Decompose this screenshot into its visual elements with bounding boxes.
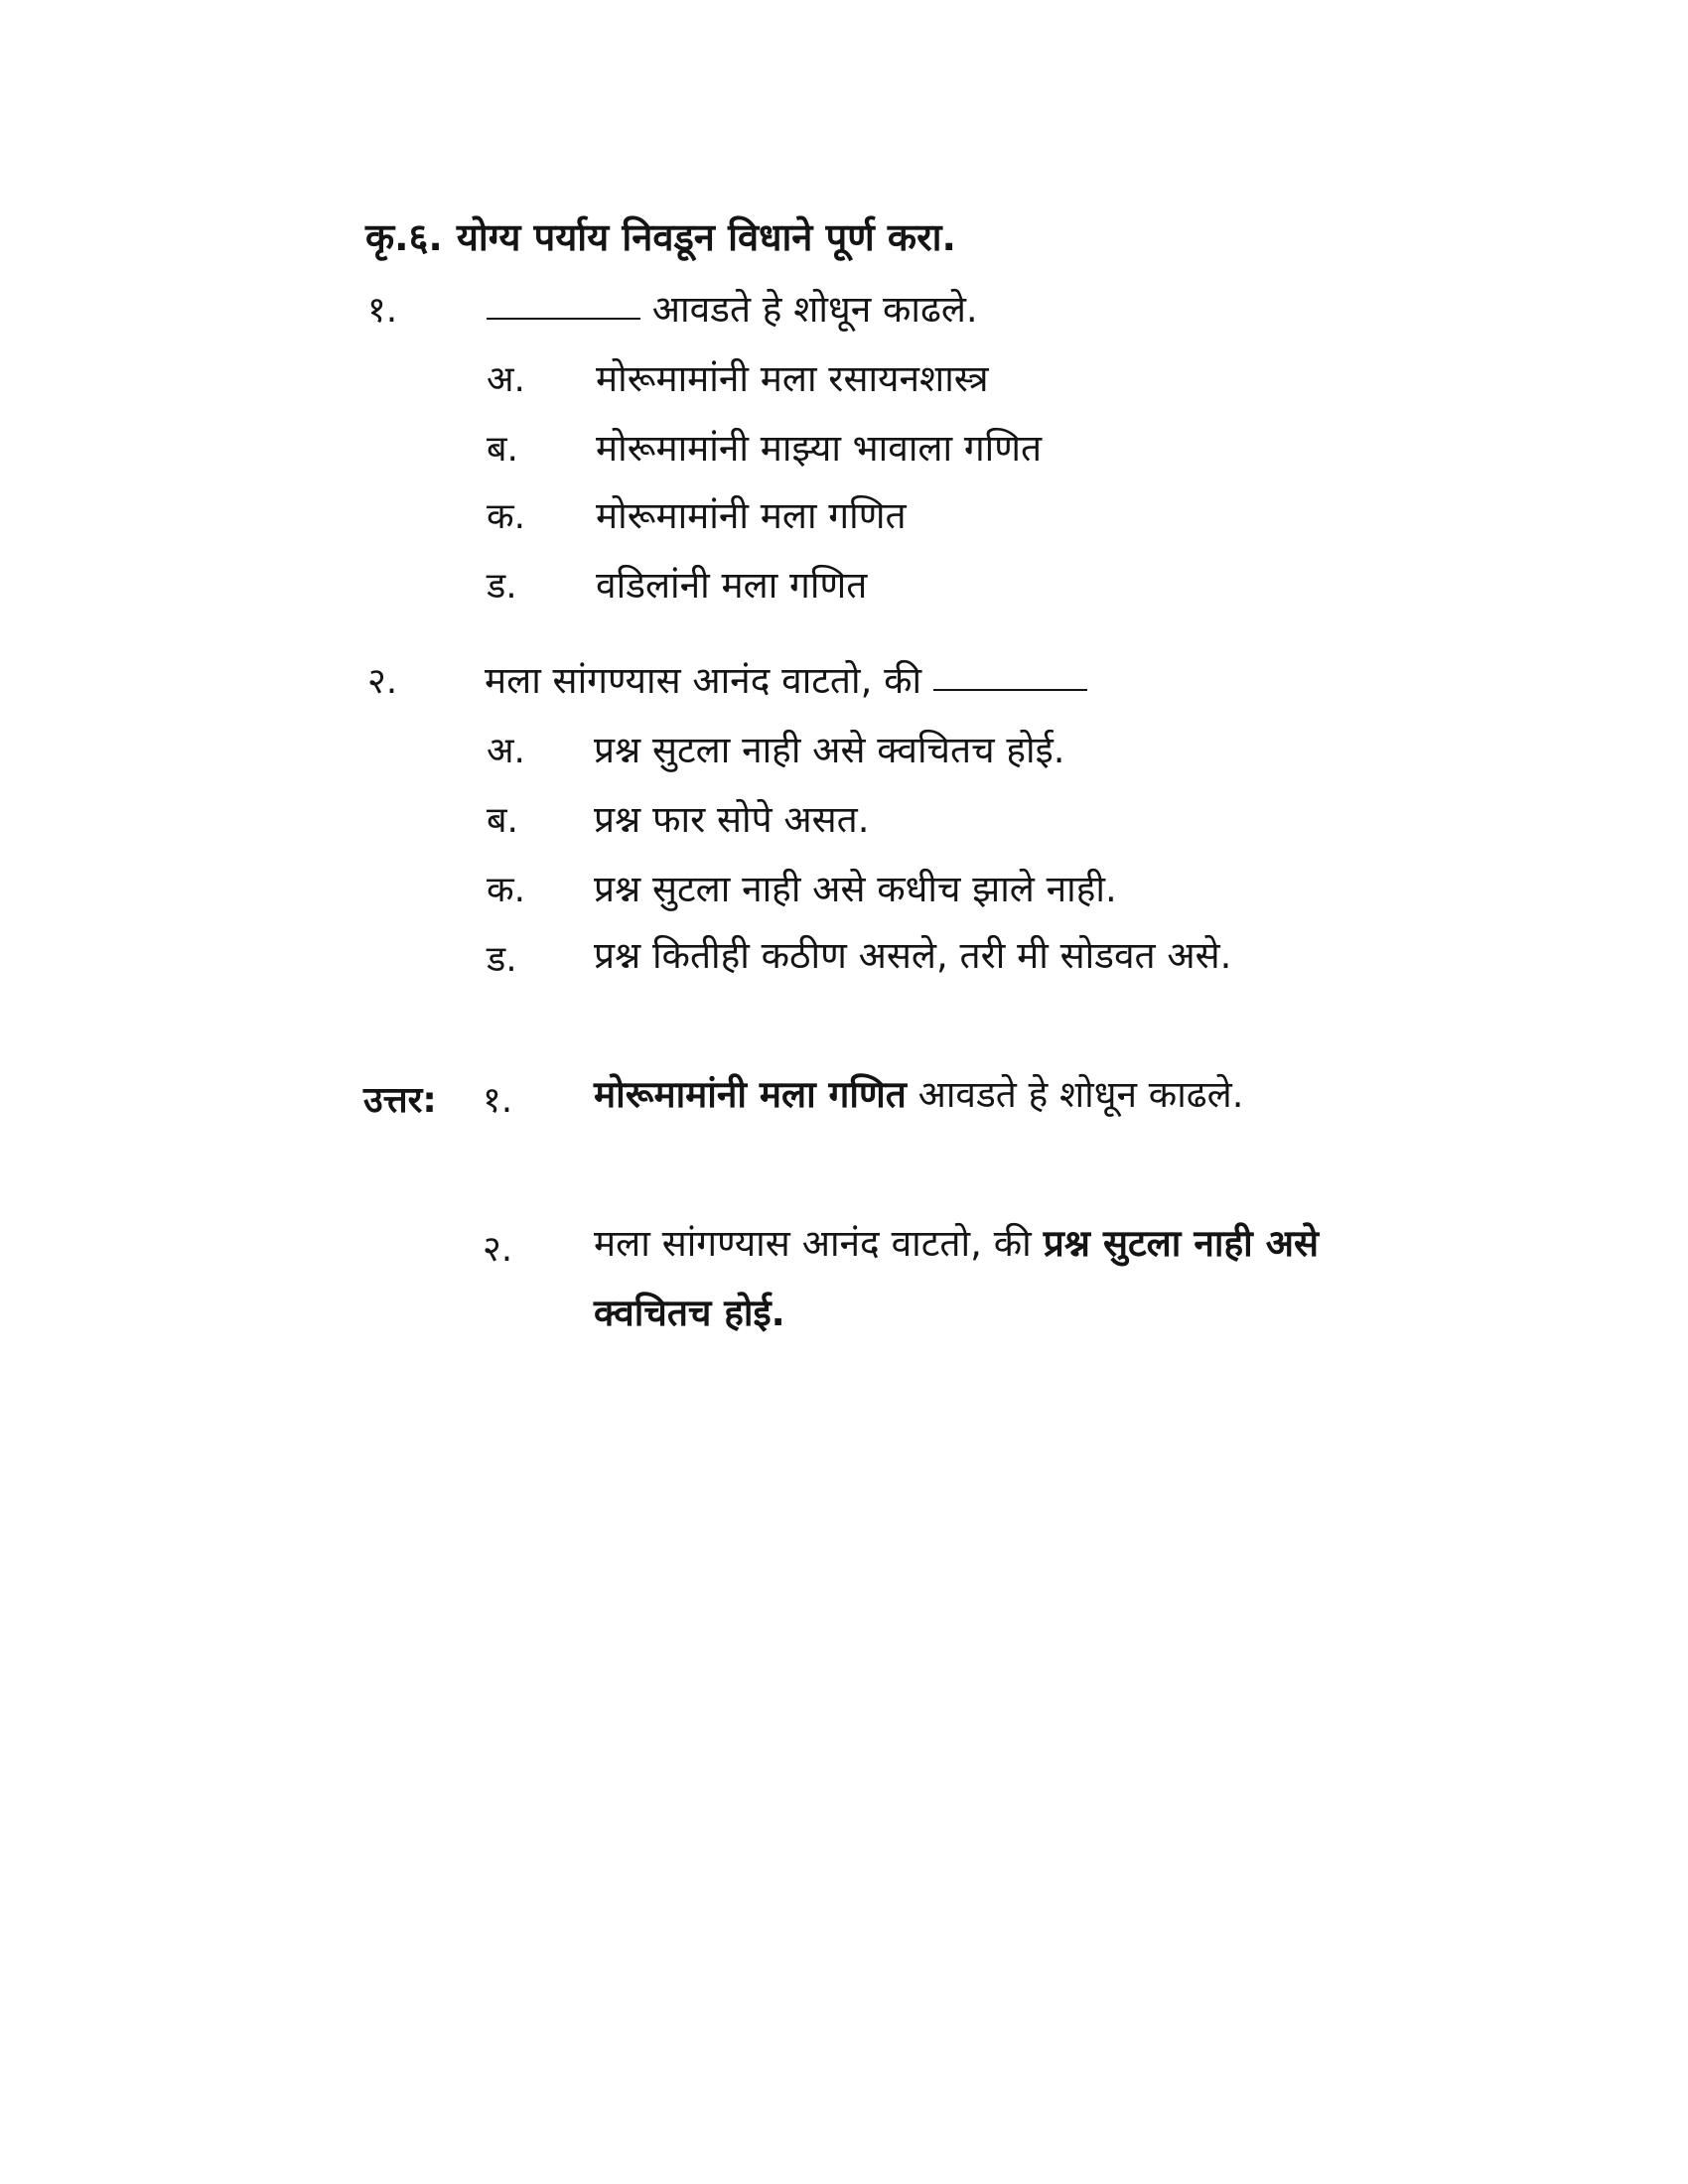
answer-2-text	[594, 1209, 1319, 1348]
q1-option-c-label: क.	[487, 496, 526, 537]
q1-option-c-text: मोरूमामांनी मला गणित	[596, 494, 907, 537]
q1-text: आवडते हे शोधून काढले.	[651, 288, 978, 331]
question-heading	[365, 210, 956, 262]
q1-blank	[487, 317, 640, 320]
q2-option-c-label: क.	[487, 870, 526, 910]
answer-1-rest: आवडते हे शोधून काढले.	[906, 1073, 1244, 1116]
q1-option-a-label: अ.	[487, 359, 525, 400]
q2-option-a-text: प्रश्न सुटला नाही असे क्वचितच होई.	[594, 729, 1065, 771]
q1-option-b-label: ब.	[487, 429, 518, 470]
q1-option-a-text: मोरूमामांनी मला रसायनशास्त्र	[596, 357, 989, 400]
answer-2-lead: मला सांगण्यास आनंद वाटतो, की	[594, 1222, 1044, 1265]
q2-option-b-text: प्रश्न फार सोपे असत.	[594, 798, 870, 841]
answer-1-bold: मोरूमामांनी मला गणित	[594, 1073, 907, 1116]
q1-statement	[487, 282, 978, 333]
answer-label: उत्तर:	[363, 1080, 437, 1121]
question-number: कृ.६.	[365, 215, 443, 259]
q2-option-d-text: प्रश्न कितीही कठीण असले, तरी मी सोडवत असे.	[594, 934, 1232, 977]
q2-option-c-text: प्रश्न सुटला नाही असे कधीच झाले नाही.	[594, 868, 1117, 910]
q1-option-b-text: मोरूमामांनी माझ्या भावाला गणित	[596, 427, 1043, 470]
q2-option-d-label: ड.	[487, 939, 517, 980]
answer-1-number: १.	[483, 1080, 513, 1121]
q2-text: मला सांगण्यास आनंद वाटतो, की	[485, 659, 922, 702]
answer-2-bold: प्रश्न सुटला नाही असे क्वचितच होई.	[594, 1222, 1319, 1334]
answer-2-number: २.	[483, 1229, 513, 1270]
q2-blank	[933, 688, 1087, 691]
q1-option-d-text: वडिलांनी मला गणित	[596, 564, 868, 607]
q1-option-d-label: ड.	[487, 566, 517, 607]
q2-option-a-label: अ.	[487, 731, 525, 771]
q2-statement	[485, 653, 1087, 704]
q1-number: १.	[367, 290, 398, 331]
q2-option-b-label: ब.	[487, 800, 518, 841]
answer-1-text	[594, 1060, 1319, 1130]
question-instruction: योग्य पर्याय निवडून विधाने पूर्ण करा.	[456, 215, 956, 259]
q2-number: २.	[367, 661, 398, 702]
